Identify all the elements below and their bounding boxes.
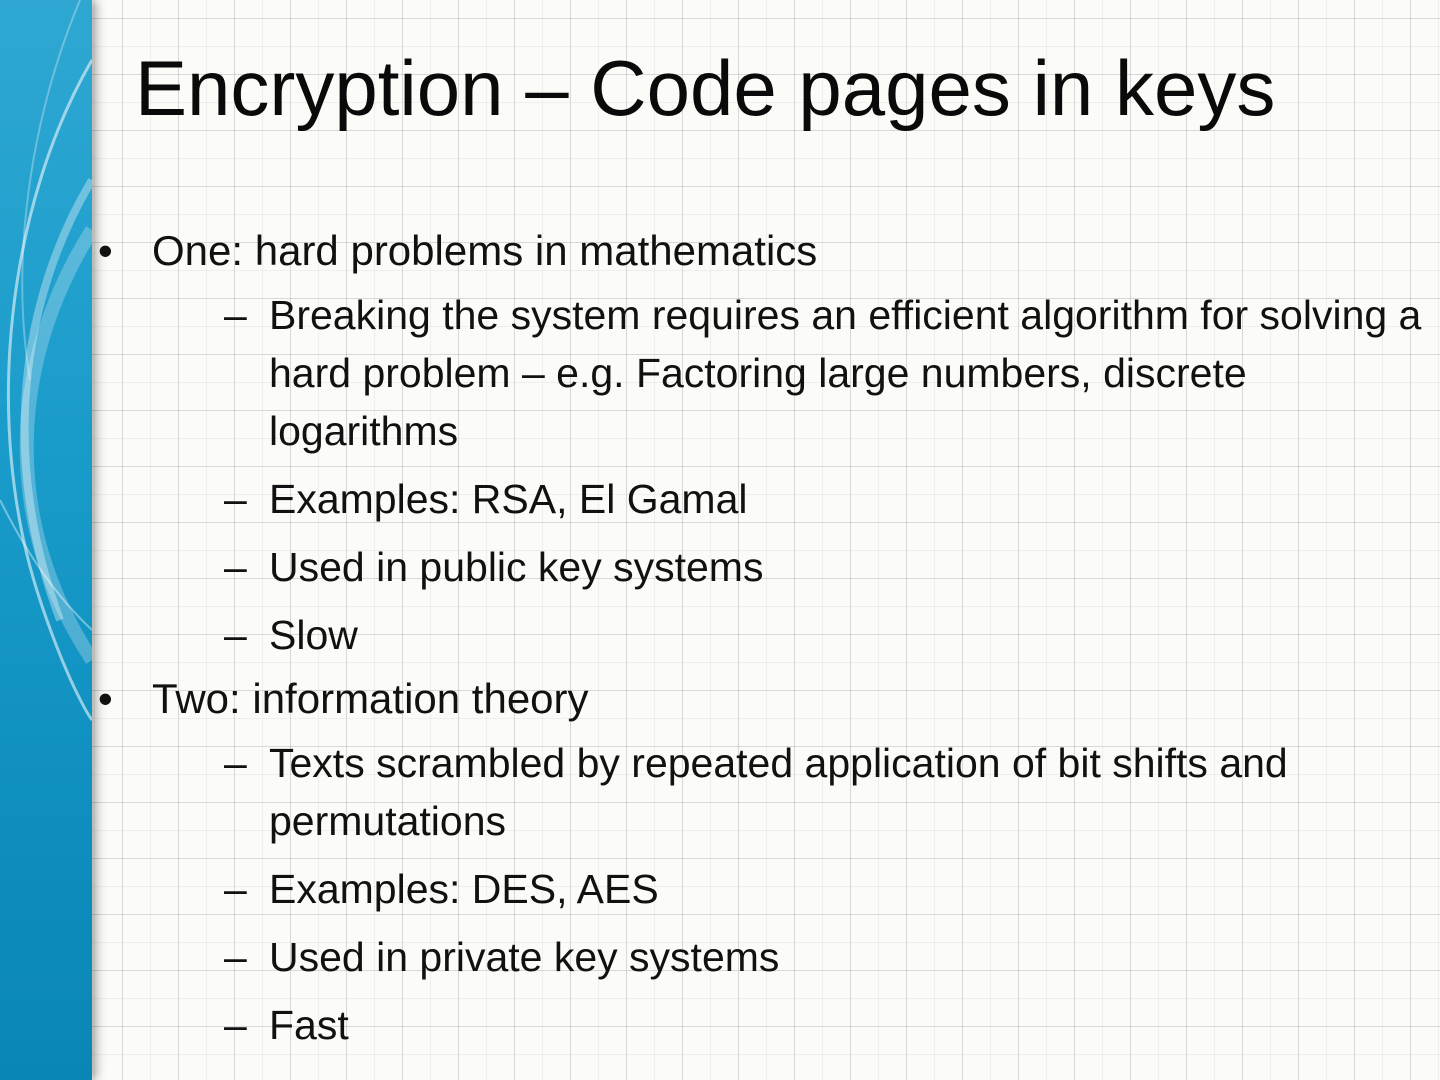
sub-item [152, 996, 1428, 1054]
sub-item [152, 538, 1428, 596]
swirl-decoration [0, 0, 92, 1080]
sub-item-text: Fast [269, 1002, 349, 1048]
dash-marker: – [224, 740, 247, 786]
bullet-marker: • [98, 227, 113, 274]
sub-item [152, 928, 1428, 986]
slide-title: Encryption – Code pages in keys [135, 44, 1276, 132]
bullet-item [98, 674, 1428, 1054]
dash-marker: – [224, 476, 247, 522]
sub-item-text: Examples: RSA, El Gamal [269, 476, 748, 522]
bullet-item [98, 226, 1428, 664]
sub-item [152, 286, 1428, 460]
decorative-side-band [0, 0, 92, 1080]
bullet-text: Two: information theory [152, 675, 589, 722]
sub-item-text: Breaking the system requires an efficient algorithm for solving a hard problem – e.g. Factoring large numbers, discrete logarithms [269, 292, 1422, 454]
sub-item [152, 734, 1428, 850]
dash-marker: – [224, 1002, 247, 1048]
sub-list [152, 734, 1428, 1054]
sub-item-text: Used in public key systems [269, 544, 764, 590]
slide-content [98, 226, 1428, 1064]
dash-marker: – [224, 544, 247, 590]
dash-marker: – [224, 612, 247, 658]
sub-item [152, 470, 1428, 528]
sub-item [152, 860, 1428, 918]
sub-item-text: Texts scrambled by repeated application of bit shifts and permutations [269, 740, 1288, 844]
sub-list [152, 286, 1428, 664]
sub-item-text: Examples: DES, AES [269, 866, 659, 912]
bullet-marker: • [98, 675, 113, 722]
dash-marker: – [224, 866, 247, 912]
dash-marker: – [224, 292, 247, 338]
bullet-text: One: hard problems in mathematics [152, 227, 818, 274]
sub-item-text: Slow [269, 612, 358, 658]
sub-item-text: Used in private key systems [269, 934, 780, 980]
sub-item [152, 606, 1428, 664]
dash-marker: – [224, 934, 247, 980]
